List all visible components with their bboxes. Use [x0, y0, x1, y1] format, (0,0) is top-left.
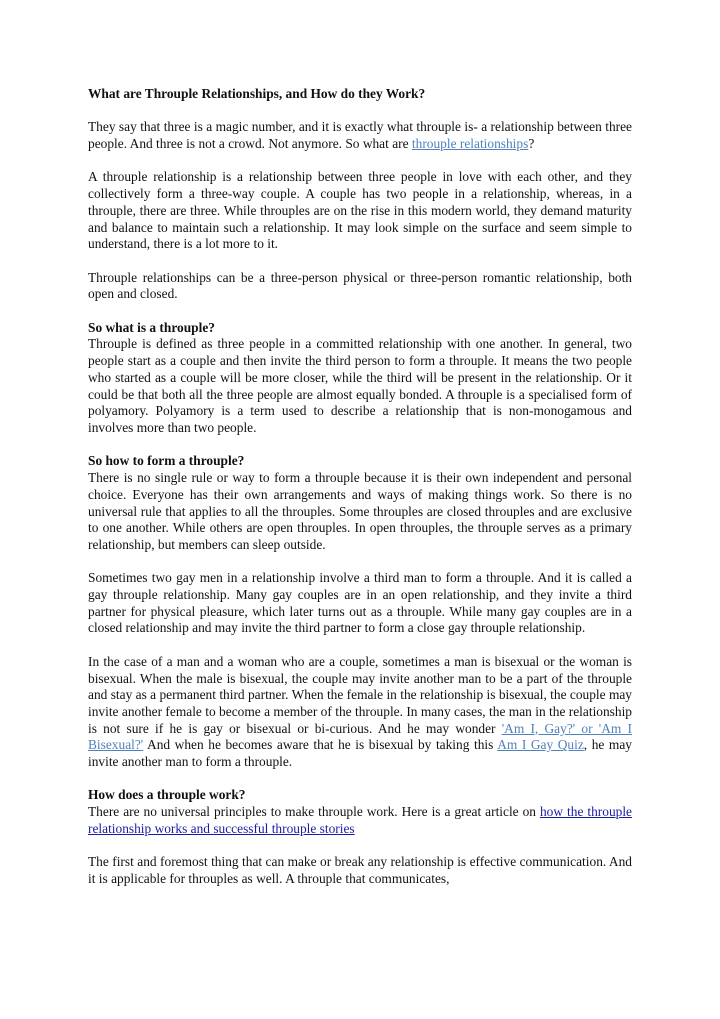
throuple-stories-link[interactable]: how the throuple relationship works and successful throuple stories	[88, 804, 632, 836]
section-heading: How does a throuple work?	[88, 787, 246, 803]
section-heading: So how to form a throuple?	[88, 453, 245, 469]
paragraph-gay-throuple: Sometimes two gay men in a relationship involve a third man to form a throuple. And it is called a gay throuple relationship. Many gay couples are in an open relationship, and they invite a third partner for physical pleasure, which later turns out as a throuple. While many gay couples are in a closed relationship and may invite the third partner to form a close gay throuple relationship.	[88, 570, 632, 636]
section-how-to-form	[88, 453, 632, 553]
throuple-relationships-link[interactable]: throuple relationships	[411, 136, 529, 152]
paragraph-text: , he may invite another man to form a throuple.	[88, 737, 632, 770]
paragraph-definition: A throuple relationship is a relationship between three people in love with each other, and they collectively form a three-way couple. A couple has two people in a relationship, whereas, in a throuple, there are three. While throuples are on the rise in this modern world, they demand maturity and balance to maintain such a relationship. It may look simple on the surface and seem simple to understand, there is a lot more to it.	[88, 169, 632, 252]
section-body: Throuple is defined as three people in a committed relationship with one another. In general, two people start as a couple and then invite the third person to form a throuple. It means the two people who started as a couple will be more closer, while the third will be present in the relationship. Or it could be that both all the three people are almost equally bonded. A throuple is a specialised form of polyamory. Polyamory is a term used to describe a relationship that is non-monogamous and involves more than two people.	[88, 336, 632, 435]
section-heading: So what is a throuple?	[88, 319, 215, 335]
am-i-gay-bisexual-link[interactable]: 'Am I, Gay?' or 'Am I Bisexual?'	[88, 720, 632, 753]
section-body: There is no single rule or way to form a throuple because it is their own independent and personal choice. Everyone has their own arrangements and ways of making things work. So there is no universal rule that applies to all the throuples. Some throuples are closed throuples and are exclusive to one another. While others are open throuples. In open throuples, the throuple serves as a primary relationship, but members can sleep outside.	[88, 470, 632, 552]
paragraph-communication: The first and foremost thing that can make or break any relationship is effective communication. And it is applicable for throuples as well. A throuple that communicates,	[88, 854, 632, 886]
document-title: What are Throuple Relationships, and How do they Work?	[88, 86, 426, 101]
am-i-gay-quiz-link[interactable]: Am I Gay Quiz	[497, 737, 584, 753]
section-what-is-throuple	[88, 320, 632, 437]
paragraph-text: And when he becomes aware that he is bisexual by taking this	[143, 737, 498, 753]
paragraph-bisexual	[88, 654, 632, 771]
section-how-it-works	[88, 787, 632, 837]
paragraph-text: ?	[528, 136, 535, 152]
paragraph-text: In the case of a man and a woman who are a couple, sometimes a man is bisexual or the woman is bisexual. When the male is bisexual, the couple may invite another man to be a part of the throuple and stay as a permanent third partner. When the female in the relationship is bisexual, the couple may invite another female to become a member of the throuple. In many cases, the man in the relationship is not sure if he is gay or bisexual or bi-curious. And he may wonder	[88, 653, 632, 736]
paragraph-intro	[88, 119, 632, 152]
section-body: There are no universal principles to make throuple work. Here is a great article on	[88, 804, 540, 820]
paragraph-text: They say that three is a magic number, and it is exactly what throuple is- a relationship between three people. And three is not a crowd. Not anymore. So what are	[88, 119, 632, 152]
paragraph-types: Throuple relationships can be a three-person physical or three-person romantic relationship, both open and closed.	[88, 269, 632, 302]
